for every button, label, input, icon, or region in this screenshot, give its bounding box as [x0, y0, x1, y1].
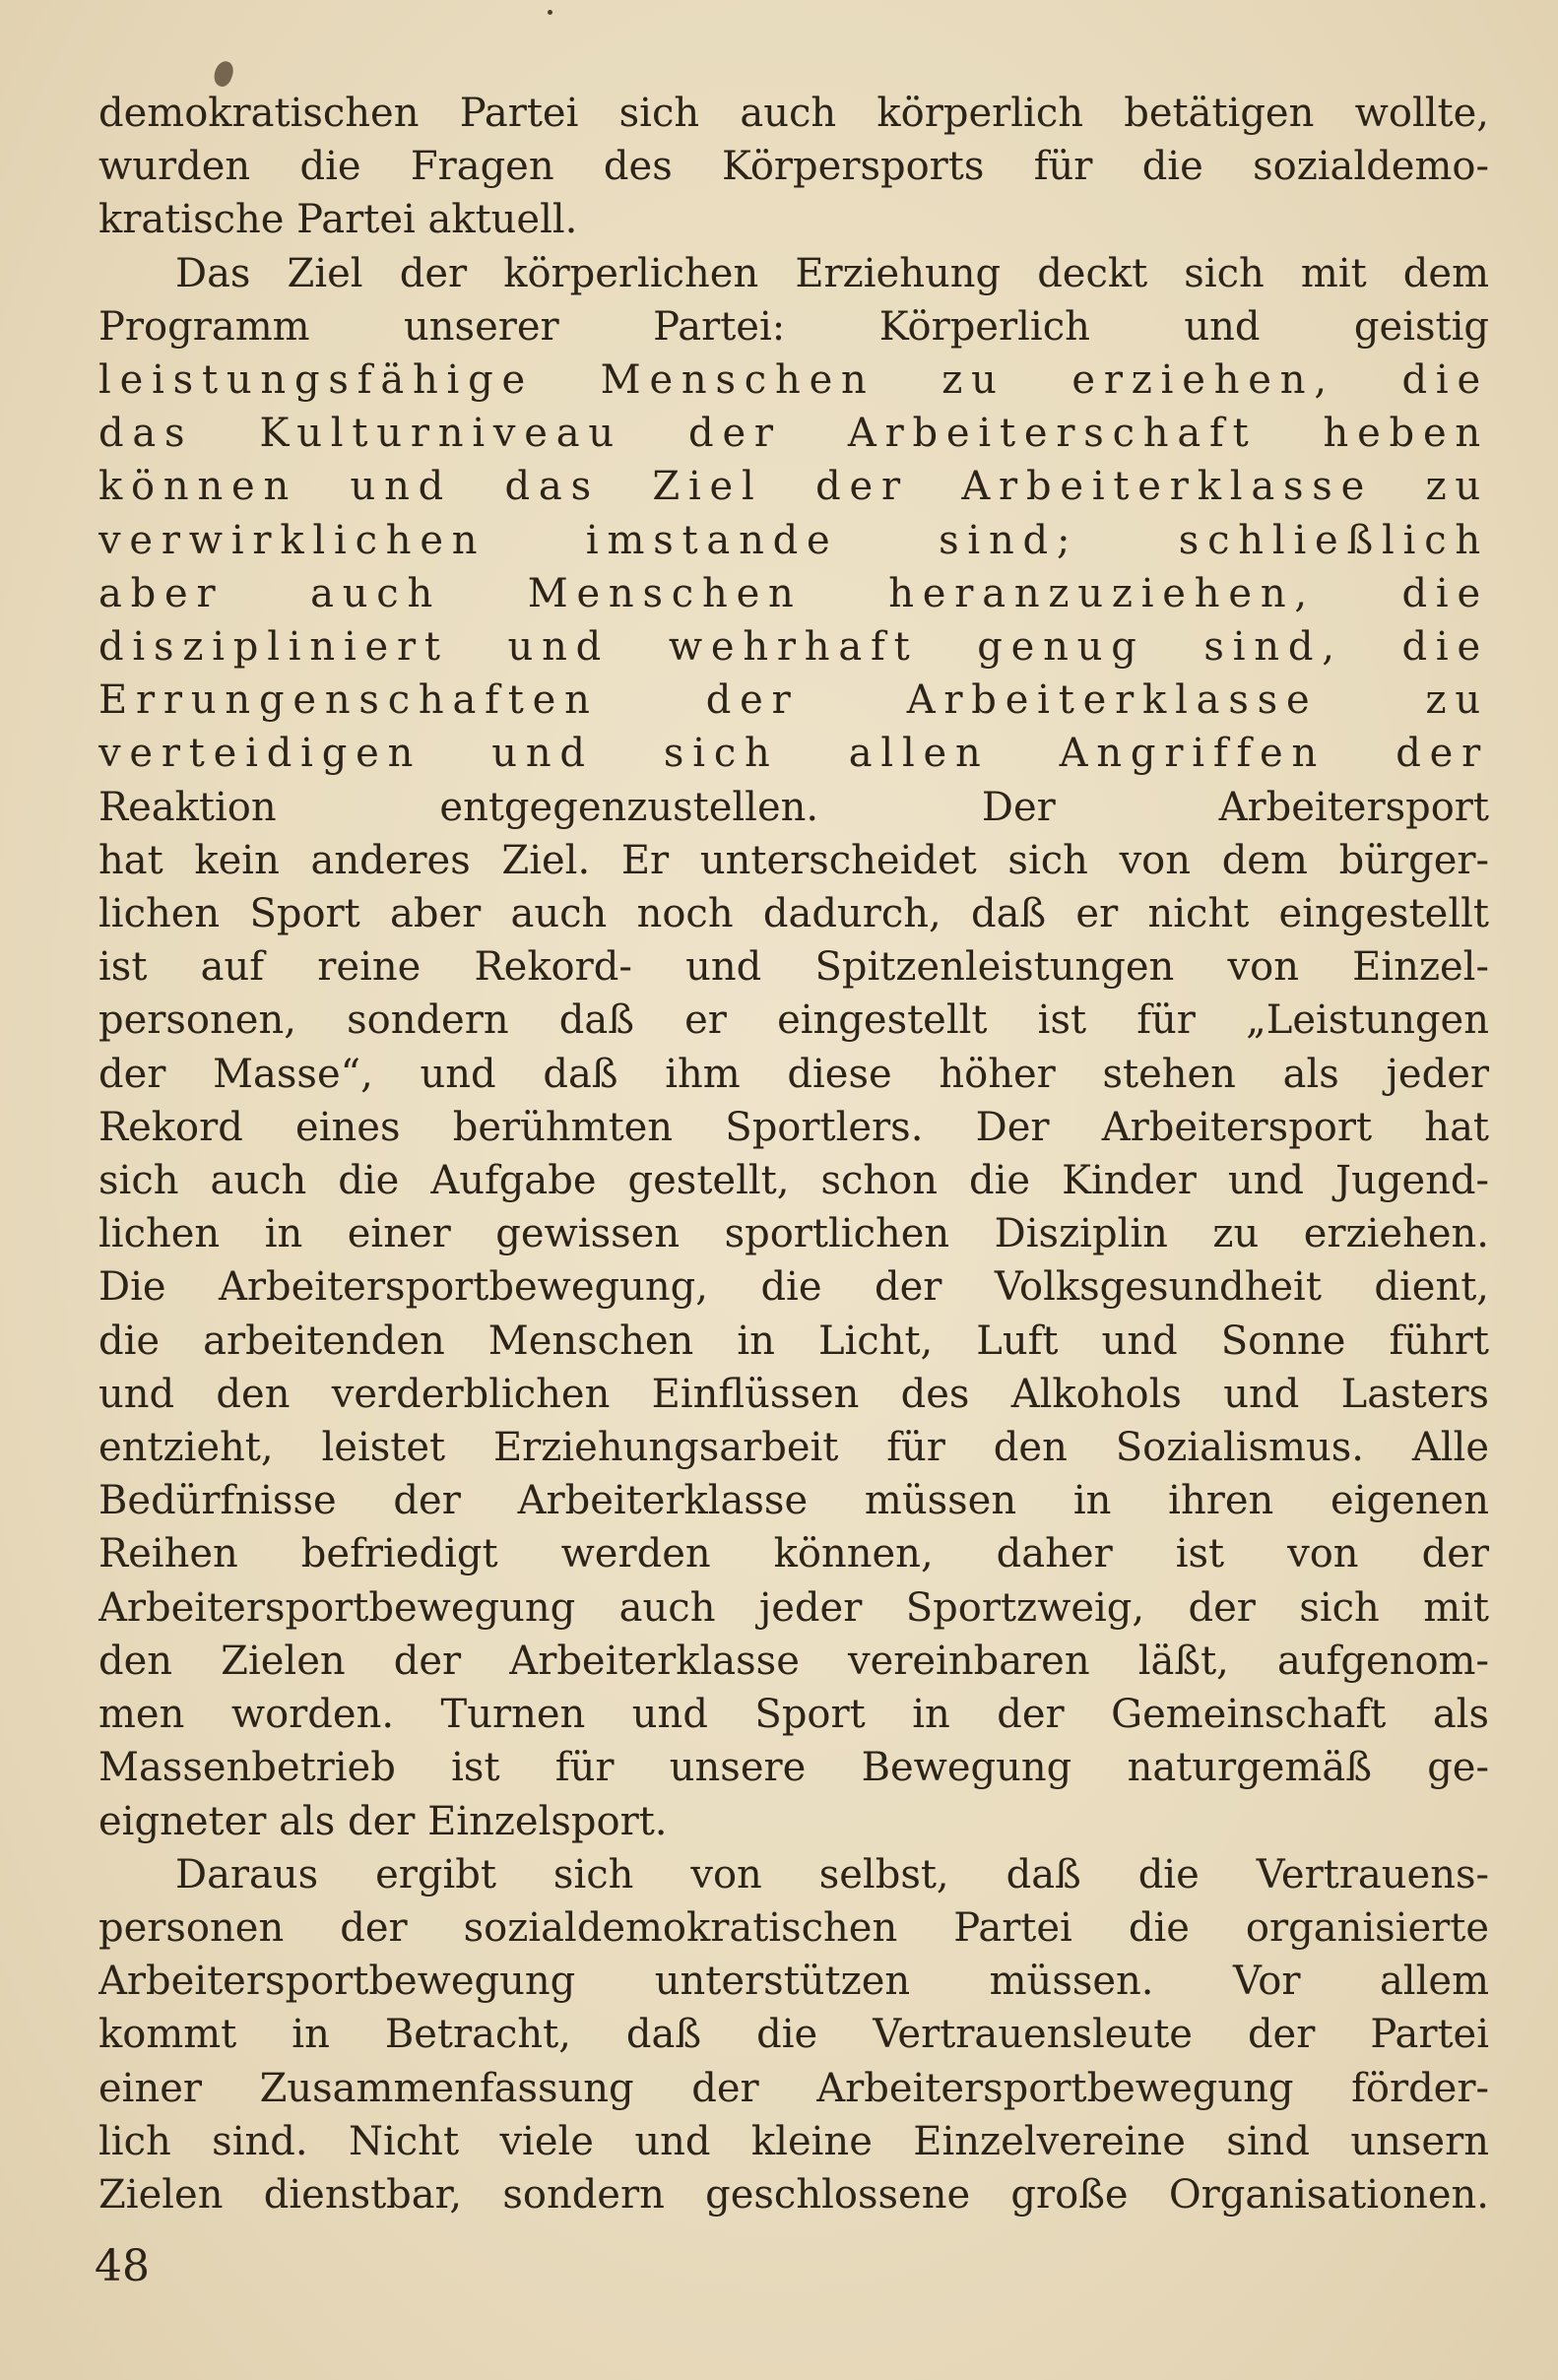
text-line: Daraus ergibt sich von selbst, daß die Vertrauens-	[175, 1851, 1489, 1898]
text-line: der Masse“, und daß ihm diese höher stehen als jeder	[98, 1051, 1489, 1097]
text-line: Zielen dienstbar, sondern geschlossene große Organisationen.	[98, 2171, 1489, 2218]
text-line: ist auf reine Rekord- und Spitzenleistungen von Einzel-	[98, 944, 1489, 991]
text-line: Reihen befriedigt werden können, daher ist von der	[98, 1531, 1489, 1577]
text-line: Die Arbeitersportbewegung, die der Volksgesundheit dient,	[98, 1264, 1489, 1311]
text-line: kommt in Betracht, daß die Vertrauensleute der Partei	[98, 2012, 1489, 2058]
text-line: das Kulturniveau der Arbeiterschaft heben	[98, 411, 1489, 457]
text-line: demokratischen Partei sich auch körperlich betätigen wollte,	[98, 91, 1489, 136]
text-line: Das Ziel der körperlichen Erziehung deckt sich mit dem	[175, 250, 1489, 296]
text-line: und den verderblichen Einflüssen des Alkohols und Lasters	[98, 1371, 1489, 1417]
text-line: diszipliniert und wehrhaft genug sind, die	[98, 624, 1489, 671]
paragraph-3	[98, 1848, 1489, 2221]
text-line: Arbeitersportbewegung unterstützen müssen. Vor allem	[98, 1959, 1489, 2005]
text-line: leistungsfähige Menschen zu erziehen, die	[98, 357, 1489, 404]
text-line: wurden die Fragen des Körpersports für die sozialdemo-	[98, 144, 1489, 190]
text-line: Errungenschaften der Arbeiterklasse zu	[98, 677, 1489, 724]
ink-spot-mark	[211, 59, 236, 90]
text-line: personen der sozialdemokratischen Partei die organisierte	[98, 1904, 1489, 1951]
text-line: die arbeitenden Menschen in Licht, Luft und Sonne führt	[98, 1318, 1489, 1364]
paragraph-1	[98, 87, 1489, 247]
text-line: Programm unserer Partei: Körperlich und geistig	[98, 303, 1489, 350]
text-line: aber auch Menschen heranzuziehen, die	[98, 570, 1489, 616]
print-dot-mark	[548, 10, 552, 15]
text-line: verteidigen und sich allen Angriffen der	[98, 731, 1489, 777]
text-line: verwirklichen imstande sind; schließlich	[98, 517, 1489, 563]
text-line: lichen Sport aber auch noch dadurch, daß er nicht eingestellt	[98, 891, 1489, 937]
text-line: können und das Ziel der Arbeiterklasse zu	[98, 464, 1489, 510]
text-line: Massenbetrieb ist für unsere Bewegung naturgemäß ge-	[98, 1745, 1489, 1791]
text-line: einer Zusammenfassung der Arbeitersportbewegung förder-	[98, 2065, 1489, 2111]
text-line: kratische Partei aktuell.	[98, 197, 578, 243]
text-line: personen, sondern daß er eingestellt ist für „Leistungen	[98, 997, 1489, 1044]
text-line: lichen in einer gewissen sportlichen Disziplin zu erziehen.	[98, 1211, 1489, 1257]
text-line: den Zielen der Arbeiterklasse vereinbaren läßt, aufgenom-	[98, 1638, 1489, 1684]
text-line: eigneter als der Einzelsport.	[98, 1798, 668, 1844]
page-number: 48	[95, 2241, 150, 2291]
text-line: Bedürfnisse der Arbeiterklasse müssen in ihren eigenen	[98, 1478, 1489, 1524]
text-line: Reaktion entgegenzustellen. Der Arbeitersport	[98, 784, 1489, 830]
text-line: sich auch die Aufgabe gestellt, schon die Kinder und Jugend-	[98, 1158, 1489, 1204]
text-line: hat kein anderes Ziel. Er unterscheidet sich von dem bürger-	[98, 837, 1489, 883]
text-line: entzieht, leistet Erziehungsarbeit für den Sozialismus. Alle	[98, 1425, 1489, 1471]
body-text	[98, 87, 1489, 2221]
text-line: men worden. Turnen und Sport in der Gemeinschaft als	[98, 1692, 1489, 1738]
text-line: Rekord eines berühmten Sportlers. Der Arbeitersport hat	[98, 1104, 1489, 1150]
text-line: lich sind. Nicht viele und kleine Einzelvereine sind unsern	[98, 2118, 1489, 2164]
text-line: Arbeitersportbewegung auch jeder Sportzweig, der sich mit	[98, 1584, 1489, 1631]
paragraph-2	[98, 247, 1489, 1848]
